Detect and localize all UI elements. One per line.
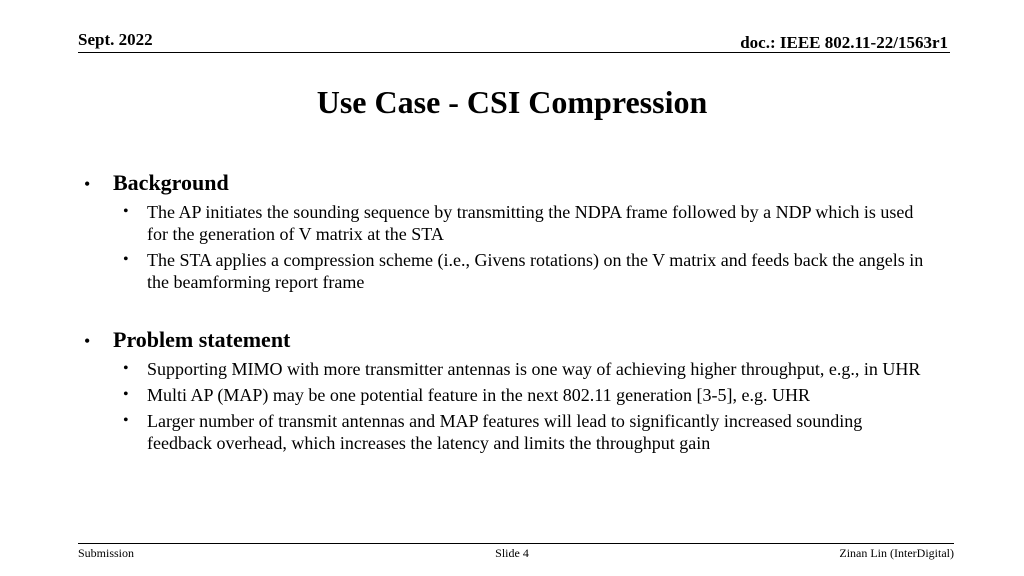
footer-divider [78, 543, 954, 544]
list-item [123, 201, 944, 245]
footer-author: Zinan Lin (InterDigital) [839, 546, 954, 560]
section-heading: Problem statement [113, 327, 291, 352]
slide-title: Use Case - CSI Compression [316, 84, 708, 120]
section-heading-row [84, 327, 944, 354]
list-item [123, 358, 944, 380]
header-date: Sept. 2022 [78, 30, 153, 49]
section-problem-statement [84, 327, 944, 454]
list-item-text: The AP initiates the sounding sequence by transmitting the NDPA frame followed by a NDP which is used for the generation of V matrix at the STA [147, 202, 914, 244]
section-background [84, 170, 944, 293]
list-item-text: The STA applies a compression scheme (i.e., Givens rotations) on the V matrix and feeds back the angels in the beamforming report frame [147, 250, 924, 292]
list-item [123, 384, 944, 406]
bullet-icon: • [123, 386, 129, 403]
section-heading-row [84, 170, 944, 197]
list-item [123, 410, 944, 454]
footer-submission: Submission [78, 546, 135, 560]
bullet-icon: • [123, 203, 129, 220]
header-doc-id: doc.: IEEE 802.11-22/1563r1 [740, 33, 948, 52]
bullet-icon: • [123, 412, 129, 429]
list-item [123, 249, 944, 293]
list-item-text: Supporting MIMO with more transmitter antennas is one way of achieving higher throughput, e.g., in UHR [147, 359, 921, 379]
list-item-text: Multi AP (MAP) may be one potential feature in the next 802.11 generation [3-5], e.g. UHR [147, 385, 811, 405]
bullet-list [84, 358, 944, 454]
bullet-list [84, 201, 944, 293]
header-divider [78, 52, 950, 53]
bullet-icon: • [84, 174, 91, 194]
list-item-text: Larger number of transmit antennas and MAP features will lead to significantly increased sounding feedback overhead, which increases the latency and limits the throughput gain [147, 411, 863, 453]
bullet-icon: • [84, 331, 91, 351]
bullet-icon: • [123, 251, 129, 268]
slide-body [84, 170, 944, 458]
section-heading: Background [113, 170, 229, 195]
bullet-icon: • [123, 360, 129, 377]
footer-slide-number: Slide 4 [495, 546, 529, 560]
